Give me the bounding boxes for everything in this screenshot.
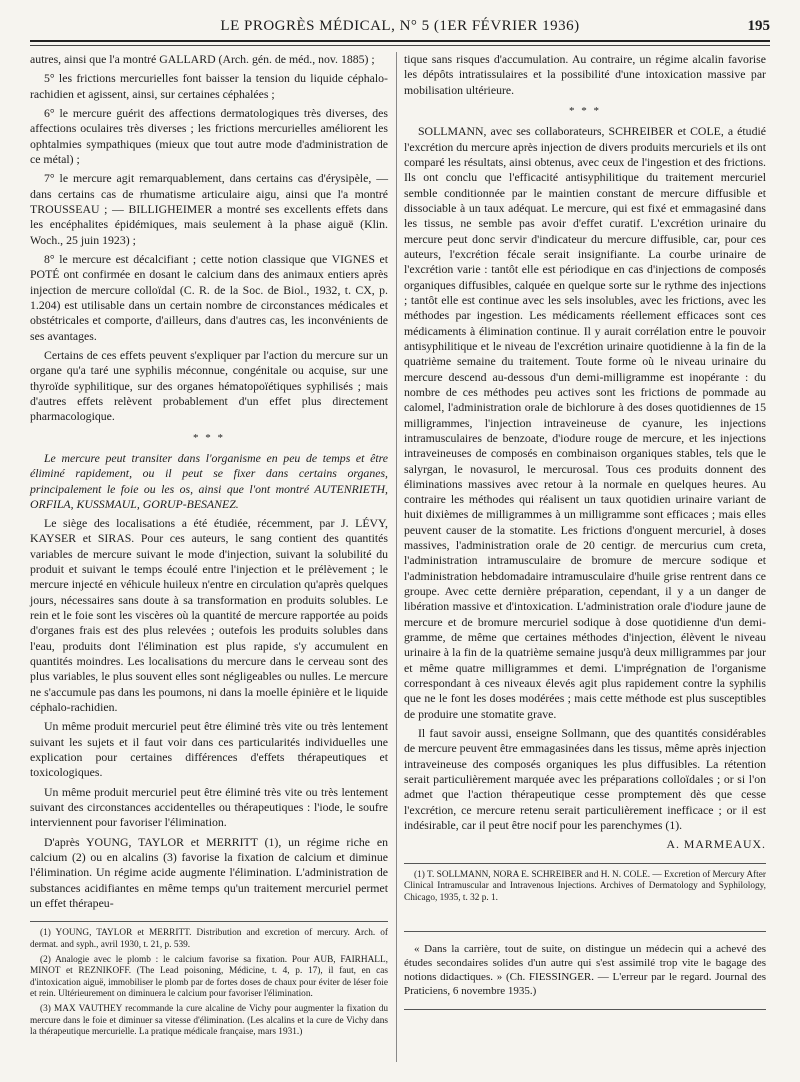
page-header [30, 14, 770, 42]
column-divider [396, 52, 397, 1062]
paragraph: Un même produit mercuriel peut être éliminé très vite ou très lentement suivant les sujets et il faut voir dans ces particularités individuelles une explication pour certaines différences d'effets thérapeutiques et toxicologiques. [30, 719, 388, 780]
paragraph: 7° le mercure agit remarquablement, dans certains cas d'érysipèle, — dans certains cas de rhumatisme articulaire aigu, ainsi que l'a montré TROUSSEAU ; — BILLIGHEIMER a montré ses excellents effets dans les encéphalites épidémiques, mais seulement à la phase aiguë (Klin. Woch., 25 juin 1923) ; [30, 171, 388, 247]
quotation-box [404, 931, 766, 1010]
section-asterisks: * * * [193, 431, 225, 444]
left-column [30, 52, 388, 1042]
paragraph: 8° le mercure est décalcifiant ; cette notion classique que VIGNES et POTÉ ont confirmée en dosant le calcium dans des animaux entiers après injection de mercure colloïdal (C. R. de la Soc. de Biol., 1932, t. CX, p. 1.204) est utilisable dans un certain nombre de circonstances médicales et obstétricales et comporte, d'ailleurs, dans d'autres cas, les inconvénients de ses avantages. [30, 251, 388, 343]
paragraph: 6° le mercure guérit des affections dermatologiques très diverses, des affections oculaires très diverses ; les frictions mercurielles améliorent les ophtalmies sympathiques (mieux que tout autre mode d'administration de ce métal) ; [30, 105, 388, 166]
paragraph: Le siège des localisations a été étudiée, récemment, par J. LÉVY, KAYSER et SIRAS. Pour ces auteurs, le sang contient des quantités variables de mercure suivant le mode d'injection, suivant la solubilité du produit et suivant le temps écoulé entre l'injection et le prélèvement ; le mercure injecté en véhicule huileux n'entre en circulation qu'après quelques jours, nécessaires sans doute à sa transformation en produits solubles. Le rein et le foie sont les viscères où la quantité de mercure rapportée au poids d'organes frais est des plus relevées ; outefois les produits solubles dans l'eau, produits dont l'élimination est plus rapide, s'y accumulent en quantités moindres. Les localisations du mercure dans le cerveau sont des plus variables, le plus souvent elles sont négligeables ou nulles. Le mercure ne s'accumule pas dans les poumons, ni dans la moelle épinière et le liquide céphalo-rachidien. [30, 516, 388, 715]
footnote: (2) Analogie avec le plomb : le calcium favorise sa fixation. Pour AUB, FAIRHALL, MINOT et REZNIKOFF. (The Lead poisoning, Médicine, t. 4, p. 17), il faut, en cas d'intoxication aiguë, immobiliser le plomb par de fortes doses de chaux pour éviter de léser foie et rein. Ultérieurement on diminuera le calcium pour favoriser l'élimination. [30, 954, 388, 1000]
paragraph: tique sans risques d'accumulation. Au contraire, un régime alcalin favorise les dépôts intratissulaires et la possibilité d'une intoxication massive par mobilisation ultérieure. [404, 52, 766, 97]
section-asterisks: * * * [569, 104, 601, 117]
footnote: (3) MAX VAUTHEY recommande la cure alcaline de Vichy pour augmenter la fixation du mercure dans le foie et diminuer sa vitesse d'élimination. (Les alcalins et la cure de Vichy dans la thérapeutique mercurielle. La pratique médicale française, mars 1931.) [30, 1004, 388, 1038]
quotation: « Dans la carrière, tout de suite, on distingue un médecin qui a achevé des études secondaires solides d'un autre qui s'est assimilé trop vite le bagage des notions didactiques. » (Ch. FIESSINGER. — L'erreur par le regard. Journal des Praticiens, 6 novembre 1935.) [404, 942, 766, 998]
footnotes [30, 921, 388, 1038]
paragraph: Il faut savoir aussi, enseigne Sollmann, que des quantités considérables de mercure peuvent être emmagasinées dans les tissus, même après injection intraveineuse des composés organiques les plus diffusibles. La rétention serait particulièrement marquée avec les préparations colloïdales ; or si l'on admet que l'action thérapeutique cesse promptement dès que cesse l'excrétion, ce mercure retenu serait particulièrement inefficace ; or il est indésirable, car il peut être nocif pour les parenchymes (1). [404, 726, 766, 833]
journal-title: LE PROGRÈS MÉDICAL, N° 5 (1ER FÉVRIER 1936) [220, 18, 580, 34]
paragraph: Un même produit mercuriel peut être éliminé très vite ou très lentement suivant des circonstances accidentelles ou thérapeutiques : l'iode, le soufre interviennent pour favoriser l'élimination. [30, 784, 388, 830]
right-column [404, 52, 766, 1010]
footnotes [404, 863, 766, 905]
paragraph: 5° les frictions mercurielles font baisser la tension du liquide céphalo-rachidien et agissent, ainsi, sur certaines céphalées ; [30, 71, 388, 101]
author-signature: A. MARMEAUX. [666, 837, 766, 852]
header-rule [30, 45, 770, 46]
paragraph: Certains de ces effets peuvent s'expliquer par l'action du mercure sur un organe qu'a taré une syphilis méconnue, congénitale ou acquise, sur une thyroïde syphilitique, sur des organes hématopoïétiques syphilisés ; mais d'autres effets relèvent probablement d'un effet plus directement pharmacologique. [30, 347, 388, 424]
paragraph: SOLLMANN, avec ses collaborateurs, SCHREIBER et COLE, a étudié l'excrétion du mercure après injection de divers produits mercuriels et ils ont comparé les résultats, ainsi obtenus, avec ceux de l'ingestion et des frictions. Ils ont conclu que l'efficacité antisyphilitique du traitement mercuriel semble conditionnée par le maintien constant de mercure diffusible et dissociable à un taux adéquat. Le mercure, qui est fixé et emmagasiné dans les tissus, ne semble pas avoir d'effet curatif. L'excrétion urinaire du mercure peut donc servir d'indicateur du mercure diffusible, car, pour ces auteurs, l'excrétion fécale serait insignifiante. La courbe urinaire de l'excrétion varie : tantôt elle est périodique en cas d'injections de composés organiques diffusibles, calquée en quelque sorte sur le rythme des injections ; tantôt elle est continue avec les sels insolubles, avec les frictions, avec les méthodes par ingestion. Les médicaments réellement efficaces sont ces médicaments à élimination continue. Il y aurait corrélation entre le pouvoir antisyphilitique et le niveau de l'excrétion urinaire quotidienne à la fin de la quatrième semaine du traitement. Toute forme où le niveau urinaire du mercure descend au-dessous d'un demi-milligramme est inopérante : du nombre de ces méthodes peu actives sont les frictions de pommade au calomel, l'administration orale de bichlorure à des doses quotidiennes de 15 milligrammes, l'injection intraveineuse de cyanure, les injections intramusculaires de benzoate, d'iodure rouge de mercure, et les injections intraveineuses de composés en combinaison organiques stables, tels que le salyrgan, le novasurol, le mercurosal. Tous ces produits donnent des éliminations massives avec retour à la normale en quelques heures. Au contraire les méthodes qui réalisent un taux quotidien urinaire variant de huit dixièmes de milligrammes à un milligramme sont efficaces ; mais elles peuvent causer de la stomatite. Les frictions d'onguent mercuriel, à doses massives, l'administration orale de 20 centigr. de mercurius cum creta, l'administration intramusculaire de bromure de mercure sodique et l'administration hebdomadaire intramusculaire d'huile grise rentrent dans ce groupe. Avec cette dernière préparation, cependant, il y a un danger de libération massive et d'intoxication. L'administration orale d'iodure jaune de mercure et de bromure mercuriel sodique à dose quotidienne d'un demi-gramme, de même que certaines méthodes d'injection, élèvent le niveau urinaire à la fin de la quatrième semaine jusqu'à deux milligrammes par jour et même quatre milligrammes et demi. L'imprégnation de l'organisme correspondant à ces niveaux élevés agit plus rapidement contre la syphilis que ne le font les doses modérées ; mais cette méthode est plus susceptibles de produire une stomatite grave. [404, 124, 766, 721]
paragraph: D'après YOUNG, TAYLOR et MERRITT (1), un régime riche en calcium (2) ou en alcalins (3) favorise la fixation de calcium et diminue l'élimination. Un régime acide augmente l'élimination. L'administration de substances acidifiantes en même temps qu'un traitement mercuriel permet un effet thérapeu- [30, 834, 388, 911]
quotation-rule [404, 1009, 766, 1010]
footnote: (1) YOUNG, TAYLOR et MERRITT. Distribution and excretion of mercury. Arch. of dermat. and syph., avril 1930, t. 21, p. 539. [30, 928, 388, 950]
paragraph: autres, ainsi que l'a montré GALLARD (Arch. gén. de méd., nov. 1885) ; [30, 52, 375, 66]
paragraph: Le mercure peut transiter dans l'organisme en peu de temps et être éliminé rapidement, ou il peut se fixer dans certains organes, principalement le foie ou les os, ainsi que l'ont montré AUTENRIETH, ORFILA, KUSSMAUL, GORUP-BESANEZ. [30, 450, 388, 511]
footnote: (1) T. SOLLMANN, NORA E. SCHREIBER and H. N. COLE. — Excretion of Mercury After Clinical Intramuscular and Intravenous Injections. Archives of Dermatology and Syphilology, Chicago, 1935, t. 32 p. 1. [404, 869, 766, 903]
page-number: 195 [747, 18, 770, 34]
